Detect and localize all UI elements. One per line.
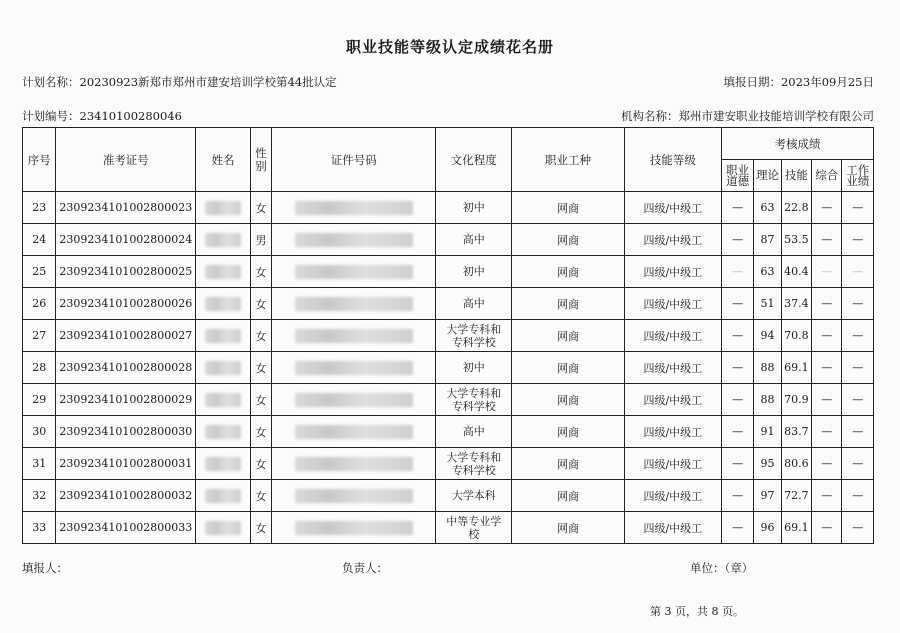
header-name: 姓名 <box>196 128 251 192</box>
cell-theory: 63 <box>754 192 781 224</box>
cell-comprehensive: — <box>812 288 842 320</box>
redacted-name-block <box>205 457 241 471</box>
header-id-no: 证件号码 <box>272 128 436 192</box>
cell-id-redacted <box>272 480 436 512</box>
cell-ethics: — <box>721 480 753 512</box>
cell-exam-no: 2309234101002800031 <box>56 448 196 480</box>
cell-gender: 女 <box>250 416 271 448</box>
header-ethics: 职业 道德 <box>721 160 753 192</box>
cell-education: 初中 <box>436 352 512 384</box>
responsible-label: 负责人： <box>342 561 388 575</box>
table-row <box>23 480 874 512</box>
cell-work-performance: — <box>842 384 874 416</box>
redacted-id-block <box>295 265 413 279</box>
cell-name-redacted <box>196 288 251 320</box>
cell-seq: 29 <box>23 384 56 416</box>
cell-name-redacted <box>196 416 251 448</box>
cell-id-redacted <box>272 320 436 352</box>
cell-job: 网商 <box>512 416 624 448</box>
cell-theory: 95 <box>754 448 781 480</box>
cell-theory: 97 <box>754 480 781 512</box>
cell-education: 初中 <box>436 192 512 224</box>
cell-skill: 80.6 <box>781 448 811 480</box>
cell-seq: 31 <box>23 448 56 480</box>
cell-education: 初中 <box>436 256 512 288</box>
header-job: 职业工种 <box>512 128 624 192</box>
plan-name: 计划名称：20230923新郑市郑州市建安培训学校第44批认定 <box>22 75 337 89</box>
cell-skill: 70.9 <box>781 384 811 416</box>
cell-gender: 女 <box>250 512 271 544</box>
cell-skill: 53.5 <box>781 224 811 256</box>
cell-job: 网商 <box>512 352 624 384</box>
unit-seal-label: 单位：（章） <box>690 561 754 575</box>
cell-comprehensive: — <box>812 416 842 448</box>
cell-seq: 25 <box>23 256 56 288</box>
cell-level: 四级/中级工 <box>624 384 721 416</box>
cell-job: 网商 <box>512 320 624 352</box>
cell-name-redacted <box>196 320 251 352</box>
cell-ethics: — <box>721 416 753 448</box>
cell-seq: 28 <box>23 352 56 384</box>
cell-ethics: — <box>721 384 753 416</box>
cell-gender: 女 <box>250 320 271 352</box>
cell-gender: 女 <box>250 288 271 320</box>
cell-job: 网商 <box>512 224 624 256</box>
cell-seq: 30 <box>23 416 56 448</box>
cell-name-redacted <box>196 192 251 224</box>
cell-skill: 69.1 <box>781 352 811 384</box>
cell-skill: 40.4 <box>781 256 811 288</box>
cell-gender: 女 <box>250 448 271 480</box>
cell-id-redacted <box>272 192 436 224</box>
cell-skill: 70.8 <box>781 320 811 352</box>
table-row <box>23 352 874 384</box>
cell-exam-no: 2309234101002800025 <box>56 256 196 288</box>
cell-work-performance: — <box>842 512 874 544</box>
cell-work-performance: — <box>842 224 874 256</box>
cell-name-redacted <box>196 224 251 256</box>
header-exam-no: 准考证号 <box>56 128 196 192</box>
redacted-id-block <box>295 297 413 311</box>
cell-job: 网商 <box>512 192 624 224</box>
cell-work-performance: — <box>842 480 874 512</box>
redacted-id-block <box>295 233 413 247</box>
table-row <box>23 512 874 544</box>
cell-seq: 26 <box>23 288 56 320</box>
header-scores: 考核成绩 <box>721 128 873 160</box>
cell-education: 大学专科和 专科学校 <box>436 448 512 480</box>
cell-work-performance: — <box>842 352 874 384</box>
cell-name-redacted <box>196 512 251 544</box>
cell-theory: 94 <box>754 320 781 352</box>
redacted-id-block <box>295 201 413 215</box>
redacted-name-block <box>205 425 241 439</box>
redacted-id-block <box>295 457 413 471</box>
header-education: 文化程度 <box>436 128 512 192</box>
cell-name-redacted <box>196 384 251 416</box>
redacted-id-block <box>295 361 413 375</box>
cell-job: 网商 <box>512 448 624 480</box>
cell-education: 高中 <box>436 224 512 256</box>
cell-ethics: — <box>721 224 753 256</box>
cell-exam-no: 2309234101002800024 <box>56 224 196 256</box>
cell-level: 四级/中级工 <box>624 288 721 320</box>
cell-exam-no: 230923410100280002​3 <box>56 192 196 224</box>
cell-work-performance: — <box>842 256 874 288</box>
page-indicator: 第 3 页，共 8 页。 <box>650 605 744 618</box>
table-row <box>23 320 874 352</box>
redacted-name-block <box>205 233 241 247</box>
cell-comprehensive: — <box>812 352 842 384</box>
document-title: 职业技能等级认定成绩花名册 <box>345 38 554 56</box>
cell-work-performance: — <box>842 448 874 480</box>
cell-comprehensive: — <box>812 320 842 352</box>
cell-exam-no: 2309234101002800027 <box>56 320 196 352</box>
cell-id-redacted <box>272 224 436 256</box>
redacted-name-block <box>205 393 241 407</box>
cell-education: 高中 <box>436 288 512 320</box>
cell-job: 网商 <box>512 256 624 288</box>
cell-comprehensive: — <box>812 512 842 544</box>
cell-education: 中等专业学 校 <box>436 512 512 544</box>
cell-level: 四级/中级工 <box>624 352 721 384</box>
cell-gender: 女 <box>250 480 271 512</box>
cell-skill: 69.1 <box>781 512 811 544</box>
cell-id-redacted <box>272 416 436 448</box>
cell-theory: 87 <box>754 224 781 256</box>
cell-education: 大学专科和 专科学校 <box>436 320 512 352</box>
cell-exam-no: 2309234101002800030 <box>56 416 196 448</box>
cell-skill: 37.4 <box>781 288 811 320</box>
cell-ethics: — <box>721 448 753 480</box>
cell-level: 四级/中级工 <box>624 320 721 352</box>
cell-exam-no: 2309234101002800032 <box>56 480 196 512</box>
redacted-id-block <box>295 329 413 343</box>
table-row <box>23 384 874 416</box>
cell-job: 网商 <box>512 480 624 512</box>
table-row <box>23 288 874 320</box>
table-row <box>23 416 874 448</box>
cell-comprehensive: — <box>812 256 842 288</box>
cell-education: 大学本科 <box>436 480 512 512</box>
cell-education: 高中 <box>436 416 512 448</box>
table-row <box>23 224 874 256</box>
cell-level: 四级/中级工 <box>624 256 721 288</box>
cell-seq: 33 <box>23 512 56 544</box>
cell-comprehensive: — <box>812 224 842 256</box>
cell-seq: 23 <box>23 192 56 224</box>
cell-exam-no: 2309234101002800029 <box>56 384 196 416</box>
redacted-id-block <box>295 521 413 535</box>
cell-seq: 27 <box>23 320 56 352</box>
redacted-id-block <box>295 425 413 439</box>
cell-theory: 51 <box>754 288 781 320</box>
cell-name-redacted <box>196 480 251 512</box>
table-row <box>23 448 874 480</box>
cell-level: 四级/中级工 <box>624 480 721 512</box>
cell-ethics: — <box>721 192 753 224</box>
header-level: 技能等级 <box>624 128 721 192</box>
score-roster-table <box>22 127 874 544</box>
cell-exam-no: 2309234101002800026 <box>56 288 196 320</box>
cell-id-redacted <box>272 384 436 416</box>
header-gender: 性 别 <box>250 128 271 192</box>
redacted-name-block <box>205 329 241 343</box>
cell-work-performance: — <box>842 320 874 352</box>
cell-ethics: — <box>721 288 753 320</box>
header-comprehensive: 综合 <box>812 160 842 192</box>
redacted-name-block <box>205 297 241 311</box>
cell-ethics: — <box>721 256 753 288</box>
cell-skill: 83.7 <box>781 416 811 448</box>
cell-level: 四级/中级工 <box>624 448 721 480</box>
header-work-performance: 工作 业绩 <box>842 160 874 192</box>
cell-comprehensive: — <box>812 448 842 480</box>
cell-theory: 88 <box>754 352 781 384</box>
cell-exam-no: 2309234101002800028 <box>56 352 196 384</box>
cell-id-redacted <box>272 256 436 288</box>
organization-name: 机构名称：郑州市建安职业技能培训学校有限公司 <box>621 109 874 123</box>
header-seq: 序号 <box>23 128 56 192</box>
table-row <box>23 256 874 288</box>
cell-ethics: — <box>721 352 753 384</box>
cell-name-redacted <box>196 448 251 480</box>
cell-id-redacted <box>272 288 436 320</box>
cell-skill: 72.7 <box>781 480 811 512</box>
cell-id-redacted <box>272 448 436 480</box>
cell-ethics: — <box>721 320 753 352</box>
cell-name-redacted <box>196 256 251 288</box>
cell-theory: 88 <box>754 384 781 416</box>
filler-label: 填报人： <box>22 561 68 575</box>
fill-date: 填报日期：2023年09月25日 <box>723 75 874 89</box>
table-row <box>23 192 874 224</box>
cell-skill: 22.8 <box>781 192 811 224</box>
header-theory: 理论 <box>754 160 781 192</box>
cell-gender: 女 <box>250 352 271 384</box>
cell-level: 四级/中级工 <box>624 224 721 256</box>
redacted-name-block <box>205 361 241 375</box>
redacted-name-block <box>205 489 241 503</box>
cell-job: 网商 <box>512 288 624 320</box>
cell-work-performance: — <box>842 192 874 224</box>
cell-theory: 63 <box>754 256 781 288</box>
cell-comprehensive: — <box>812 384 842 416</box>
cell-seq: 24 <box>23 224 56 256</box>
cell-level: 四级/中级工 <box>624 512 721 544</box>
cell-name-redacted <box>196 352 251 384</box>
redacted-name-block <box>205 265 241 279</box>
plan-number: 计划编号：23410100280046 <box>22 109 182 123</box>
cell-job: 网商 <box>512 384 624 416</box>
redacted-name-block <box>205 201 241 215</box>
cell-job: 网商 <box>512 512 624 544</box>
cell-theory: 91 <box>754 416 781 448</box>
cell-gender: 女 <box>250 256 271 288</box>
cell-id-redacted <box>272 352 436 384</box>
cell-seq: 32 <box>23 480 56 512</box>
cell-ethics: — <box>721 512 753 544</box>
redacted-id-block <box>295 489 413 503</box>
cell-theory: 96 <box>754 512 781 544</box>
cell-level: 四级/中级工 <box>624 192 721 224</box>
cell-work-performance: — <box>842 288 874 320</box>
cell-level: 四级/中级工 <box>624 416 721 448</box>
cell-gender: 女 <box>250 192 271 224</box>
header-skill: 技能 <box>781 160 811 192</box>
cell-exam-no: 2309234101002800033 <box>56 512 196 544</box>
redacted-name-block <box>205 521 241 535</box>
redacted-id-block <box>295 393 413 407</box>
cell-work-performance: — <box>842 416 874 448</box>
cell-comprehensive: — <box>812 192 842 224</box>
cell-gender: 女 <box>250 384 271 416</box>
cell-id-redacted <box>272 512 436 544</box>
cell-comprehensive: — <box>812 480 842 512</box>
cell-education: 大学专科和 专科学校 <box>436 384 512 416</box>
cell-gender: 男 <box>250 224 271 256</box>
